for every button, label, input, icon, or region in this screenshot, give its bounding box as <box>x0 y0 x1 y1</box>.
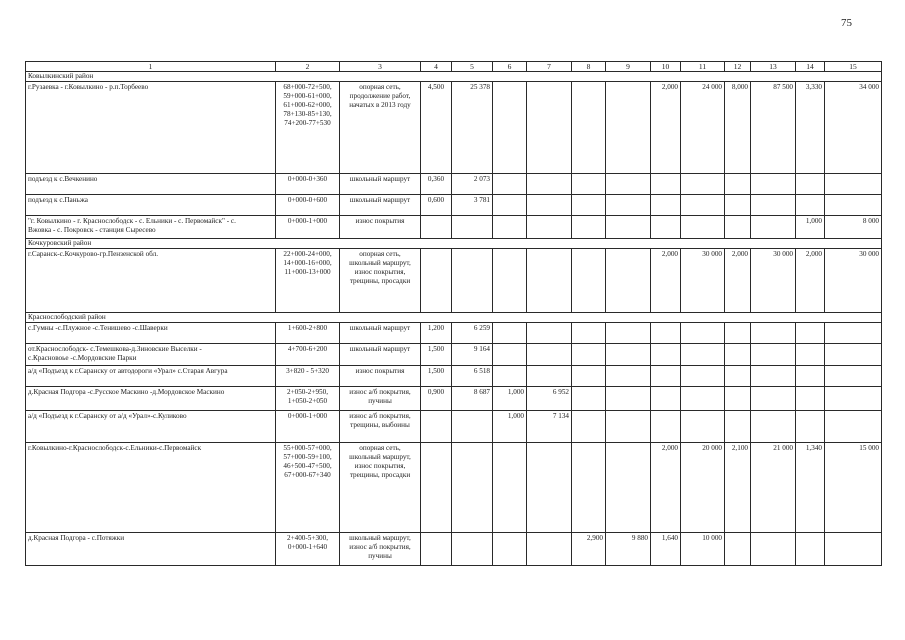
value-cell: 2,900 <box>572 533 606 566</box>
value-cell: 1,500 <box>421 366 452 387</box>
value-cell <box>452 216 493 239</box>
header-cell: 14 <box>796 62 825 72</box>
section-km-cell: 1+600-2+800 <box>276 323 340 344</box>
table-row <box>26 533 882 566</box>
value-cell: 4,500 <box>421 82 452 174</box>
value-cell <box>493 323 527 344</box>
value-cell <box>527 344 572 366</box>
value-cell <box>651 366 681 387</box>
section-km-cell: 55+000-57+000, 57+000-59+100, 46+500-47+500, 67+000-67+340 <box>276 443 340 533</box>
value-cell <box>421 216 452 239</box>
header-cell: 15 <box>825 62 882 72</box>
road-name-cell: а/д «Подъезд к г.Саранску от а/д «Урал»-с.Куликово <box>26 411 276 443</box>
value-cell <box>606 195 651 216</box>
value-cell <box>825 323 882 344</box>
value-cell <box>796 387 825 411</box>
road-name-cell: д.Красная Подгора - с.Потяжки <box>26 533 276 566</box>
district-name: Краснослободский район <box>26 313 882 323</box>
value-cell <box>751 411 796 443</box>
header-cell: 2 <box>276 62 340 72</box>
value-cell <box>825 411 882 443</box>
value-cell <box>796 323 825 344</box>
table-row <box>26 323 882 344</box>
value-cell: 1,640 <box>651 533 681 566</box>
value-cell <box>681 323 725 344</box>
value-cell <box>825 195 882 216</box>
reason-cell: износ покрытия <box>340 216 421 239</box>
value-cell: 10 000 <box>681 533 725 566</box>
value-cell <box>572 443 606 533</box>
district-name: Ковылкинский район <box>26 72 882 82</box>
value-cell: 1,500 <box>421 344 452 366</box>
value-cell <box>452 411 493 443</box>
value-cell: 9 164 <box>452 344 493 366</box>
value-cell: 8,000 <box>725 82 751 174</box>
road-name-cell: "г. Ковылкино - г. Краснослободск - с. Ельники - с. Первомайск" - с. Вжовка - с. Покровск - станция Сыресево <box>26 216 276 239</box>
section-km-cell: 0+000-1+000 <box>276 216 340 239</box>
reason-cell: школьный маршрут, износ а/б покрытия, пучины <box>340 533 421 566</box>
value-cell <box>751 174 796 195</box>
district-section-row <box>26 239 882 249</box>
road-name-cell: подъезд к с.Вечкенино <box>26 174 276 195</box>
value-cell <box>751 533 796 566</box>
reason-cell: опорная сеть, школьный маршрут, износ покрытия, трещины, просадки <box>340 249 421 313</box>
road-name-cell: подъезд к с.Паньжа <box>26 195 276 216</box>
value-cell <box>725 411 751 443</box>
value-cell: 6 259 <box>452 323 493 344</box>
value-cell: 1,000 <box>493 387 527 411</box>
section-km-cell: 0+000-0+360 <box>276 174 340 195</box>
value-cell <box>751 195 796 216</box>
value-cell <box>493 174 527 195</box>
value-cell <box>527 533 572 566</box>
value-cell <box>751 216 796 239</box>
value-cell <box>651 344 681 366</box>
value-cell <box>606 387 651 411</box>
value-cell: 0,900 <box>421 387 452 411</box>
value-cell <box>527 195 572 216</box>
header-cell: 3 <box>340 62 421 72</box>
road-name-cell: д.Красная Подгора -с.Русское Маскино -д.Мордовское Маскино <box>26 387 276 411</box>
value-cell <box>527 366 572 387</box>
value-cell <box>651 411 681 443</box>
value-cell <box>725 387 751 411</box>
reason-cell: школьный маршрут <box>340 323 421 344</box>
value-cell <box>493 443 527 533</box>
value-cell <box>825 366 882 387</box>
value-cell: 1,000 <box>493 411 527 443</box>
district-section-row <box>26 72 882 82</box>
reason-cell: износ покрытия <box>340 366 421 387</box>
table-row <box>26 216 882 239</box>
value-cell <box>751 344 796 366</box>
value-cell <box>452 443 493 533</box>
value-cell: 21 000 <box>751 443 796 533</box>
road-name-cell: от.Краснослободск- с.Темешкова-д.Зиновские Выселки - с.Красновоье -с.Мордовские Парки <box>26 344 276 366</box>
value-cell: 2 073 <box>452 174 493 195</box>
value-cell <box>796 411 825 443</box>
value-cell: 9 880 <box>606 533 651 566</box>
value-cell: 2,100 <box>725 443 751 533</box>
value-cell <box>825 174 882 195</box>
header-row <box>26 62 882 72</box>
value-cell <box>681 387 725 411</box>
table-row <box>26 82 882 174</box>
value-cell <box>651 323 681 344</box>
value-cell: 3,330 <box>796 82 825 174</box>
value-cell <box>421 533 452 566</box>
value-cell <box>572 411 606 443</box>
value-cell: 6 952 <box>527 387 572 411</box>
header-cell: 10 <box>651 62 681 72</box>
table-row <box>26 411 882 443</box>
value-cell: 7 134 <box>527 411 572 443</box>
value-cell <box>796 174 825 195</box>
value-cell <box>725 216 751 239</box>
reason-cell: опорная сеть, продолжение работ, начатых в 2013 году <box>340 82 421 174</box>
header-cell: 11 <box>681 62 725 72</box>
value-cell: 3 781 <box>452 195 493 216</box>
value-cell <box>606 411 651 443</box>
header-cell: 6 <box>493 62 527 72</box>
table-row <box>26 174 882 195</box>
value-cell <box>493 366 527 387</box>
value-cell: 2,000 <box>796 249 825 313</box>
value-cell <box>527 174 572 195</box>
value-cell <box>452 533 493 566</box>
value-cell <box>527 443 572 533</box>
header-cell: 13 <box>751 62 796 72</box>
value-cell <box>572 174 606 195</box>
value-cell <box>725 344 751 366</box>
reason-cell: износ а/б покрытия, пучины <box>340 387 421 411</box>
value-cell <box>572 216 606 239</box>
value-cell <box>825 344 882 366</box>
road-name-cell: г.Рузаевка - г.Ковылкино - р.п.Торбеево <box>26 82 276 174</box>
value-cell: 1,000 <box>796 216 825 239</box>
value-cell <box>606 174 651 195</box>
district-name: Кочкуровский район <box>26 239 882 249</box>
value-cell <box>681 174 725 195</box>
value-cell <box>572 366 606 387</box>
value-cell <box>421 443 452 533</box>
value-cell <box>796 344 825 366</box>
header-cell: 9 <box>606 62 651 72</box>
value-cell <box>725 174 751 195</box>
value-cell <box>681 216 725 239</box>
value-cell: 1,340 <box>796 443 825 533</box>
road-name-cell: г.Ковылкино-г.Краснослободск-с.Ельники-с.Первомайск <box>26 443 276 533</box>
value-cell <box>606 323 651 344</box>
value-cell <box>421 411 452 443</box>
value-cell <box>681 411 725 443</box>
value-cell <box>527 82 572 174</box>
value-cell <box>493 533 527 566</box>
header-cell: 1 <box>26 62 276 72</box>
value-cell: 2,000 <box>725 249 751 313</box>
value-cell: 0,600 <box>421 195 452 216</box>
section-km-cell: 3+820 - 5+320 <box>276 366 340 387</box>
value-cell <box>796 533 825 566</box>
value-cell <box>527 249 572 313</box>
value-cell <box>825 387 882 411</box>
table-row <box>26 195 882 216</box>
value-cell: 30 000 <box>751 249 796 313</box>
value-cell: 87 500 <box>751 82 796 174</box>
value-cell <box>606 216 651 239</box>
value-cell: 15 000 <box>825 443 882 533</box>
value-cell <box>796 195 825 216</box>
table-row <box>26 249 882 313</box>
value-cell <box>421 249 452 313</box>
page-number: 75 <box>841 17 852 29</box>
value-cell <box>751 387 796 411</box>
header-cell: 8 <box>572 62 606 72</box>
value-cell <box>825 533 882 566</box>
road-name-cell: г.Саранск-с.Кочкурово-гр.Пензенской обл. <box>26 249 276 313</box>
section-km-cell: 0+000-0+600 <box>276 195 340 216</box>
header-cell: 5 <box>452 62 493 72</box>
value-cell <box>606 366 651 387</box>
value-cell <box>572 344 606 366</box>
value-cell <box>572 249 606 313</box>
value-cell <box>751 366 796 387</box>
header-cell: 7 <box>527 62 572 72</box>
table-row <box>26 443 882 533</box>
road-name-cell: а/д «Подъезд к г.Саранску от автодороги «Урал» с.Старая Авгура <box>26 366 276 387</box>
value-cell: 8 000 <box>825 216 882 239</box>
value-cell: 20 000 <box>681 443 725 533</box>
value-cell: 2,000 <box>651 82 681 174</box>
value-cell <box>493 216 527 239</box>
value-cell: 2,000 <box>651 249 681 313</box>
reason-cell: школьный маршрут <box>340 195 421 216</box>
value-cell: 6 518 <box>452 366 493 387</box>
value-cell <box>796 366 825 387</box>
value-cell <box>725 366 751 387</box>
reason-cell: школьный маршрут <box>340 174 421 195</box>
value-cell: 24 000 <box>681 82 725 174</box>
section-km-cell: 0+000-1+000 <box>276 411 340 443</box>
reason-cell: опорная сеть, школьный маршрут, износ покрытия, трещины, просадки <box>340 443 421 533</box>
value-cell <box>572 387 606 411</box>
value-cell <box>493 344 527 366</box>
value-cell <box>725 323 751 344</box>
value-cell <box>606 443 651 533</box>
value-cell <box>681 195 725 216</box>
value-cell: 30 000 <box>681 249 725 313</box>
table-row <box>26 344 882 366</box>
value-cell <box>651 195 681 216</box>
header-cell: 12 <box>725 62 751 72</box>
value-cell <box>606 82 651 174</box>
roads-table <box>25 61 882 566</box>
value-cell <box>651 174 681 195</box>
section-km-cell: 2+400-5+300, 0+000-1+640 <box>276 533 340 566</box>
value-cell <box>651 387 681 411</box>
value-cell: 1,200 <box>421 323 452 344</box>
value-cell <box>681 366 725 387</box>
reason-cell: школьный маршрут <box>340 344 421 366</box>
value-cell <box>606 249 651 313</box>
value-cell <box>452 249 493 313</box>
value-cell: 2,000 <box>651 443 681 533</box>
value-cell <box>751 323 796 344</box>
value-cell: 30 000 <box>825 249 882 313</box>
value-cell: 34 000 <box>825 82 882 174</box>
table-row <box>26 366 882 387</box>
value-cell: 8 687 <box>452 387 493 411</box>
value-cell: 0,360 <box>421 174 452 195</box>
value-cell <box>572 82 606 174</box>
table-row <box>26 387 882 411</box>
section-km-cell: 22+000-24+000, 14+000-16+000, 11+000-13+000 <box>276 249 340 313</box>
value-cell <box>725 533 751 566</box>
district-section-row <box>26 313 882 323</box>
section-km-cell: 68+000-72+500, 59+000-61+000, 61+000-62+000, 78+130-85+130, 74+200-77+530 <box>276 82 340 174</box>
value-cell <box>527 216 572 239</box>
value-cell <box>493 82 527 174</box>
value-cell <box>651 216 681 239</box>
header-cell: 4 <box>421 62 452 72</box>
value-cell <box>572 195 606 216</box>
reason-cell: износ а/б покрытия, трещины, выбоины <box>340 411 421 443</box>
value-cell <box>725 195 751 216</box>
value-cell: 25 378 <box>452 82 493 174</box>
section-km-cell: 2+050-2+950, 1+050-2+050 <box>276 387 340 411</box>
value-cell <box>681 344 725 366</box>
value-cell <box>527 323 572 344</box>
value-cell <box>493 195 527 216</box>
value-cell <box>606 344 651 366</box>
section-km-cell: 4+700-6+200 <box>276 344 340 366</box>
value-cell <box>572 323 606 344</box>
value-cell <box>493 249 527 313</box>
road-name-cell: с.Гумны -с.Плужное -с.Тенишево -с.Шаверки <box>26 323 276 344</box>
